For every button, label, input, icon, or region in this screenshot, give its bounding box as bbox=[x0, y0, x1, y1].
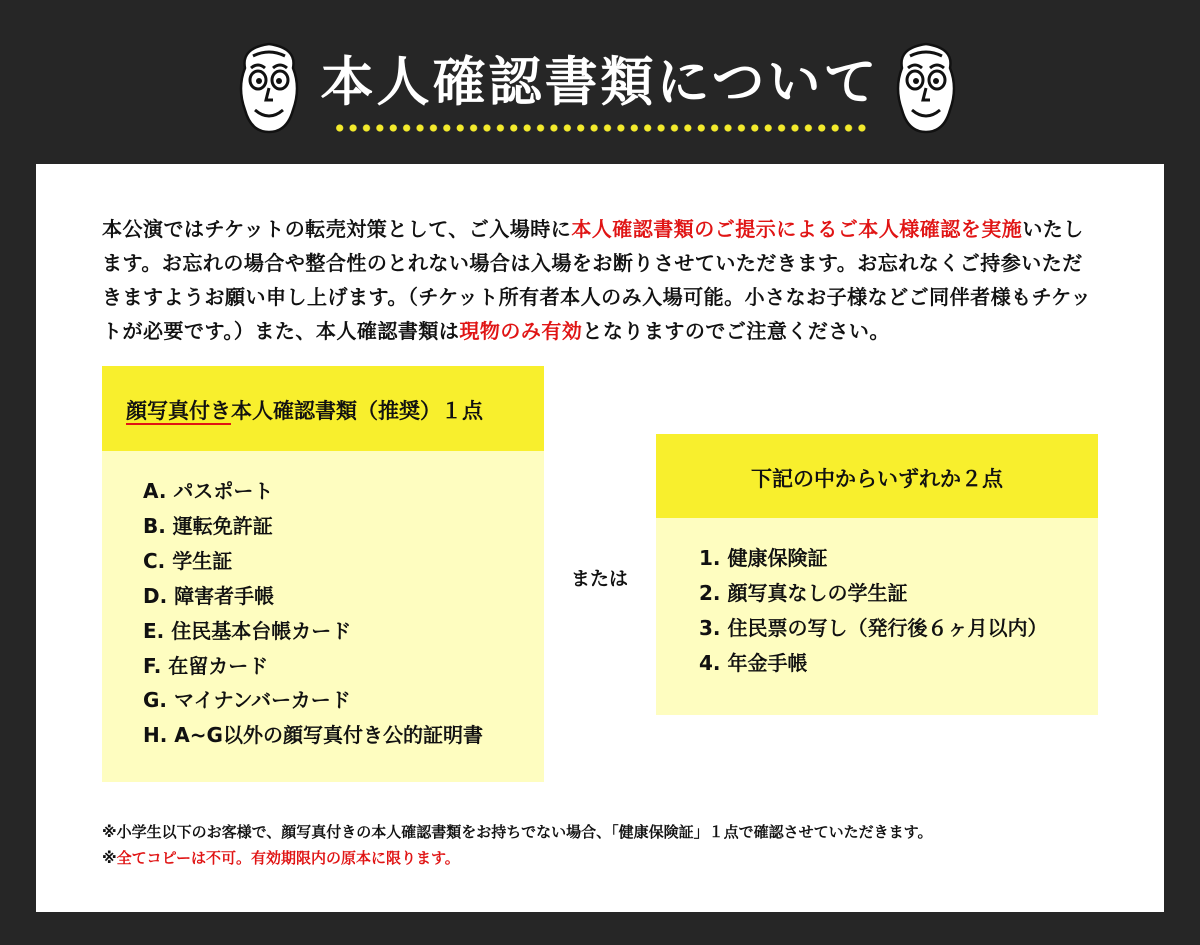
intro-highlight-verification: 本人確認書類のご提示によるご本人様確認を実施 bbox=[571, 217, 1023, 241]
list-item: 1. 健康保険証 bbox=[699, 546, 828, 570]
photo-id-title-rest: 本人確認書類（推奨）１点 bbox=[231, 399, 483, 423]
photo-id-list bbox=[143, 474, 483, 753]
note-mark: ※ bbox=[102, 849, 117, 867]
list-item: E. 住民基本台帳カード bbox=[143, 618, 352, 643]
note-copies bbox=[102, 845, 1122, 871]
two-docs-box bbox=[656, 434, 1098, 715]
list-item: H. A~G以外の顔写真付き公的証明書 bbox=[143, 723, 483, 748]
list-item: C. 学生証 bbox=[143, 548, 233, 573]
list-item: F. 在留カード bbox=[143, 653, 269, 678]
photo-id-header bbox=[102, 366, 544, 451]
list-item: 2. 顔写真なしの学生証 bbox=[699, 580, 908, 605]
intro-text-2: いたします。お忘れの場合や整合性のとれない場合は入場をお断りさせていただきます。お忘れなくご持参いただきますようお願い申し上げます。（チケット所有者本人のみ入場可能。小さなお子様などご同伴者様もチケットが必要です。）また、本人確認書類は bbox=[102, 217, 1092, 343]
or-label: または bbox=[571, 568, 629, 590]
intro-paragraph bbox=[102, 212, 1102, 348]
list-item: 3. 住民票の写し（発行後６ヶ月以内） bbox=[699, 615, 1048, 640]
photo-id-title bbox=[126, 395, 483, 425]
list-item: D. 障害者手帳 bbox=[143, 583, 275, 608]
intro-text-1: 本公演ではチケットの転売対策として、ご入場時に bbox=[102, 217, 572, 241]
note-children: ※小学生以下のお客様で、顔写真付きの本人確認書類をお持ちでない場合、「健康保険証」１点で確認させていただきます。 bbox=[102, 823, 933, 841]
two-docs-list bbox=[699, 541, 1047, 681]
page-title: 本人確認書類について bbox=[320, 52, 880, 113]
two-docs-header bbox=[656, 434, 1098, 518]
photo-id-title-underlined: 顔写真付き bbox=[126, 399, 231, 423]
notes bbox=[102, 819, 1122, 871]
list-item: B. 運転免許証 bbox=[143, 513, 273, 538]
old-man-face-icon bbox=[890, 38, 962, 136]
header bbox=[0, 0, 1200, 165]
content-panel bbox=[36, 164, 1164, 912]
intro-text-3: となりますのでご注意ください。 bbox=[582, 319, 890, 343]
dotted-divider bbox=[333, 123, 867, 133]
photo-id-box bbox=[102, 366, 544, 782]
list-item: G. マイナンバーカード bbox=[143, 688, 351, 713]
list-item: 4. 年金手帳 bbox=[699, 650, 808, 675]
note-copies-text: 全てコピーは不可。有効期限内の原本に限ります。 bbox=[116, 849, 460, 867]
intro-highlight-original-only: 現物のみ有効 bbox=[459, 319, 583, 343]
two-docs-title: 下記の中からいずれか２点 bbox=[751, 467, 1003, 491]
list-item: A. パスポート bbox=[143, 479, 274, 503]
